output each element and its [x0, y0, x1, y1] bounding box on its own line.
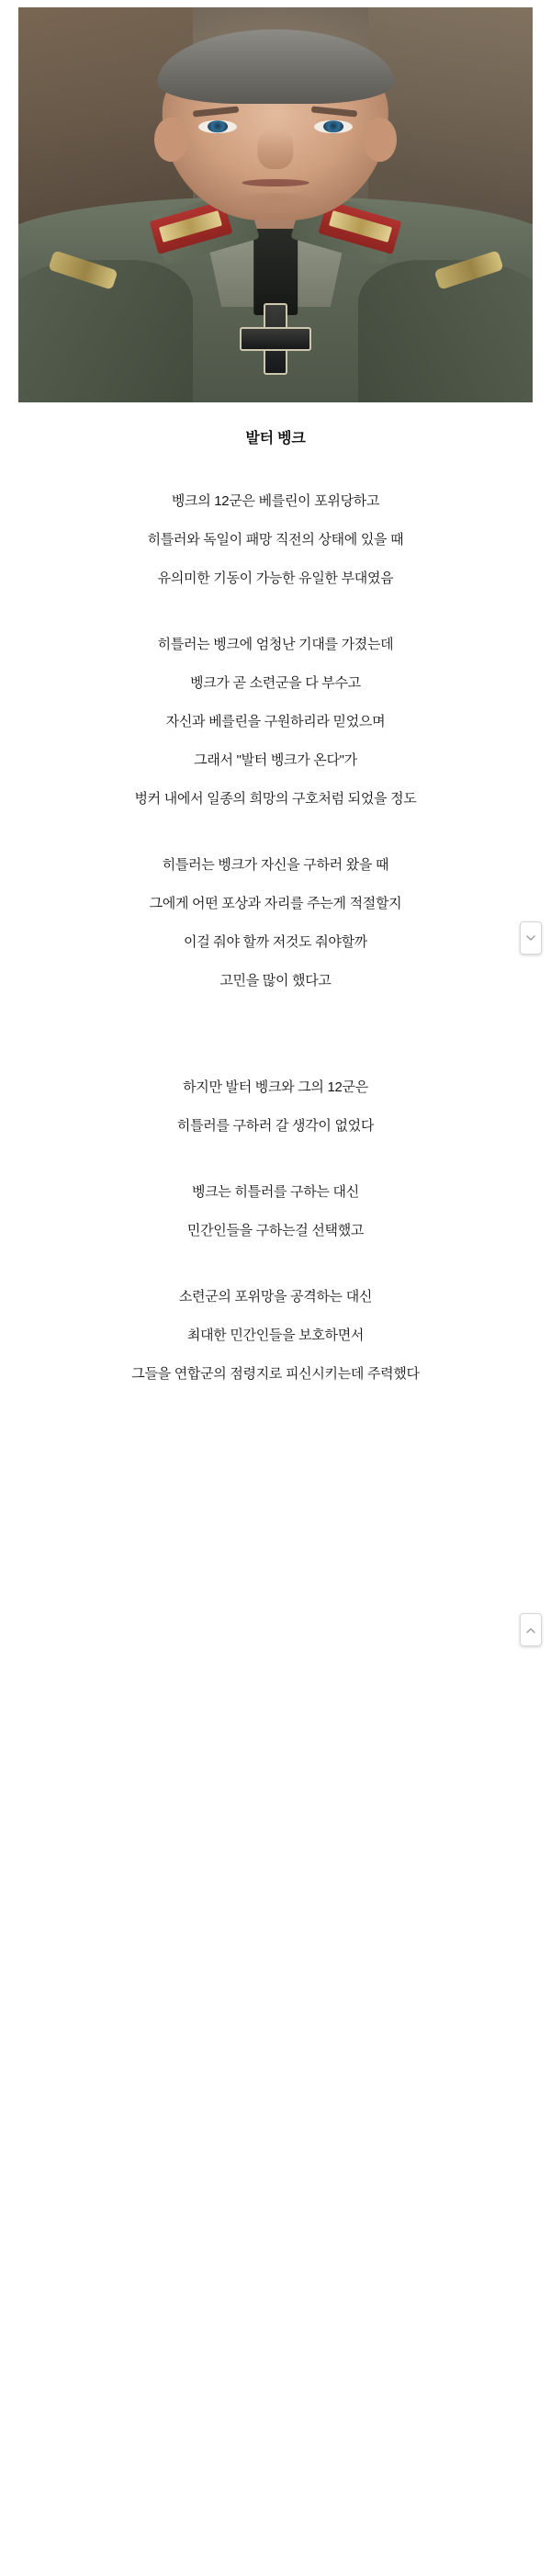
paragraph-2 — [13, 626, 538, 819]
text-line: 민간인들을 구하는걸 선택했고 — [186, 1223, 365, 1238]
scroll-up-button[interactable] — [520, 1613, 542, 1646]
text-line: 유의미한 기동이 가능한 유일한 부대였음 — [157, 571, 394, 586]
text-line: 그들을 연합군의 점령지로 피신시키는데 주력했다 — [131, 1366, 420, 1382]
text-line: 벵크가 곧 소련군을 다 부수고 — [190, 675, 361, 691]
paragraph-6 — [13, 1278, 538, 1394]
ear-left — [154, 118, 187, 161]
article-body — [0, 482, 551, 1394]
iron-cross-horizontal-bar — [240, 327, 311, 351]
paragraph-1 — [13, 482, 538, 598]
text-line: 벵크의 12군은 베를린이 포위당하고 — [171, 493, 380, 509]
mouth — [242, 179, 309, 186]
eye-right — [314, 120, 353, 134]
image-caption: 발터 벵크 — [245, 431, 306, 446]
text-line: 그에게 어떤 포상과 자리를 주는게 적절할지 — [149, 896, 402, 911]
ear-right — [363, 118, 396, 161]
paragraph-5 — [13, 1173, 538, 1250]
text-line: 히틀러는 벵크가 자신을 구하러 왔을 때 — [162, 857, 389, 873]
text-line: 히틀러는 벵크에 엄청난 기대를 가졌는데 — [157, 637, 394, 652]
text-line: 히틀러를 구하러 갈 생각이 없었다 — [176, 1118, 375, 1134]
text-line: 이걸 줘야 할까 저것도 줘야할까 — [184, 934, 367, 950]
text-line: 그래서 "발터 벵크가 온다"가 — [194, 752, 357, 768]
section-spacer — [13, 1028, 538, 1068]
text-line: 최대한 민간인들을 보호하면서 — [186, 1328, 365, 1343]
paragraph-4 — [13, 1068, 538, 1146]
chin — [230, 193, 322, 213]
eye-left — [198, 120, 237, 134]
text-line: 히틀러와 독일이 패망 직전의 상태에 있을 때 — [147, 532, 404, 548]
text-line: 소련군의 포위망을 공격하는 대신 — [178, 1289, 373, 1305]
text-line: 고민을 많이 했다고 — [219, 973, 332, 989]
scroll-down-button[interactable] — [520, 921, 542, 955]
portrait-container — [0, 0, 551, 402]
text-line: 자신과 베를린을 구원하리라 믿었으며 — [165, 714, 386, 729]
paragraph-3 — [13, 846, 538, 1000]
chevron-down-icon — [526, 935, 535, 942]
iron-cross-medal — [240, 303, 311, 375]
text-line: 하지만 발터 벵크와 그의 12군은 — [183, 1079, 368, 1095]
text-line: 벙커 내에서 일종의 희망의 구호처럼 되었을 정도 — [134, 791, 417, 807]
chevron-up-icon — [526, 1627, 535, 1633]
text-line: 벵크는 히틀러를 구하는 대신 — [192, 1184, 359, 1200]
nose — [257, 130, 293, 169]
portrait-image — [18, 7, 533, 402]
